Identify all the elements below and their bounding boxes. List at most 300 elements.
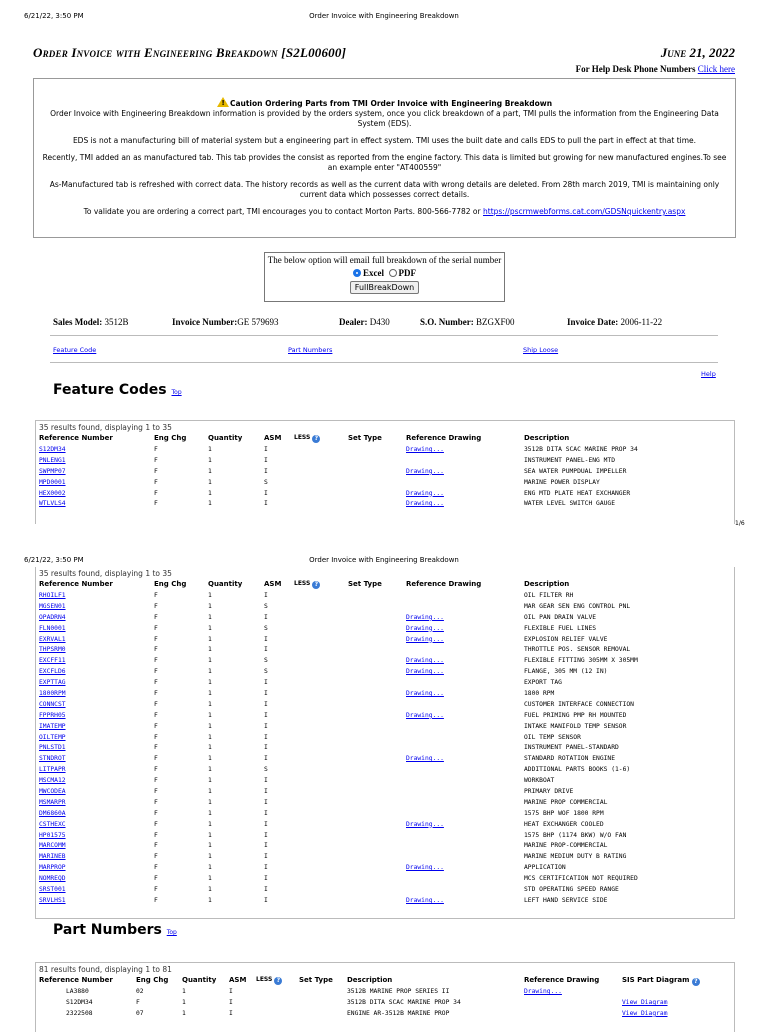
col-quantity: Quantity (182, 976, 217, 984)
reference-number-link[interactable]: EXRVAL1 (39, 635, 66, 643)
reference-number-link[interactable]: CONNCST (39, 700, 66, 708)
asm-cell: I (264, 842, 268, 850)
asm-cell: I (264, 722, 268, 730)
col-eng-chg: Eng Chg (154, 580, 187, 588)
asm-cell: I (229, 998, 233, 1006)
table-row (36, 592, 734, 603)
sales-model-label: Sales Model: (53, 317, 103, 327)
description-cell: EXPORT TAG (524, 679, 562, 687)
asm-cell: S (264, 657, 268, 665)
reference-number-cell: S12DM34 (66, 998, 93, 1006)
eng-chg-cell: F (154, 668, 158, 676)
invoice-number: GE 579693 (237, 317, 279, 327)
print-title-2: Order Invoice with Engineering Breakdown (309, 556, 459, 564)
drawing-link[interactable]: Drawing... (406, 864, 444, 872)
quantity-cell: 1 (208, 646, 212, 654)
description-cell: MCS CERTIFICATION NOT REQUIRED (524, 875, 638, 883)
reference-number-link[interactable]: MARCOMM (39, 842, 66, 850)
drawing-link[interactable]: Drawing... (406, 711, 444, 719)
eng-chg-cell: F (154, 624, 158, 632)
table-row (36, 842, 734, 853)
description-cell: 3512B DITA SCAC MARINE PROP 34 (347, 998, 461, 1006)
table-row (36, 490, 734, 501)
sales-model: 3512B (104, 317, 129, 327)
table-row (36, 625, 734, 636)
reference-number-link[interactable]: LITPAPR (39, 766, 66, 774)
description-cell: FLEXIBLE FITTING 305MM X 305MM (524, 657, 638, 665)
reference-number-link[interactable]: MPD0001 (39, 478, 66, 486)
reference-number-link[interactable]: RHOILF1 (39, 592, 66, 599)
asm-cell: I (264, 646, 268, 654)
eng-chg-cell: F (154, 722, 158, 730)
asm-cell: I (264, 896, 268, 904)
col-reference-drawing: Reference Drawing (524, 976, 600, 984)
asm-cell: I (264, 679, 268, 687)
table-row (36, 744, 734, 755)
drawing-link[interactable]: Drawing... (406, 613, 444, 621)
quantity-cell: 1 (208, 711, 212, 719)
page-number: 1/6 (735, 520, 745, 527)
asm-cell: I (229, 1009, 233, 1017)
table-row (36, 810, 734, 821)
caution-p4: As-Manufactured tab is refreshed with correct data. The history records as well as the current data with wrong details are deleted. From 28th march 2019, TMI is maintaining only current data which possesses correct details. (49, 180, 720, 199)
eng-chg-cell: F (154, 602, 158, 610)
helpdesk-text: For Help Desk Phone Numbers (575, 64, 696, 74)
quantity-cell: 1 (208, 853, 212, 861)
description-cell: ADDITIONAL PARTS BOOKS (1-6) (524, 766, 631, 774)
col-set-type: Set Type (348, 434, 382, 442)
eng-chg-cell: F (154, 820, 158, 828)
asm-cell: I (264, 635, 268, 643)
eng-chg-cell: F (154, 478, 158, 486)
eng-chg-cell: F (154, 646, 158, 654)
table-row (36, 468, 734, 479)
print-datetime: 6/21/22, 3:50 PM (24, 12, 84, 20)
eng-chg-cell: F (154, 744, 158, 752)
quantity-cell: 1 (208, 886, 212, 894)
quantity-cell: 1 (208, 777, 212, 785)
page-title: Order Invoice with Engineering Breakdown [S2L00600] (33, 45, 347, 60)
reference-number-link[interactable]: MARPROP (39, 864, 66, 872)
table-row (36, 832, 734, 843)
table-row (36, 446, 734, 457)
description-cell: OIL FILTER RH (524, 592, 574, 599)
reference-number-link[interactable]: PNLENG1 (39, 456, 66, 464)
reference-number-link[interactable]: HEX0002 (39, 489, 66, 497)
asm-cell: I (264, 864, 268, 872)
table-row (36, 853, 734, 864)
table-row (36, 457, 734, 468)
eng-chg-cell: F (154, 700, 158, 708)
drawing-link[interactable]: Drawing... (406, 755, 444, 763)
table-body (36, 446, 734, 511)
asm-cell: I (264, 831, 268, 839)
col-asm: ASM (264, 580, 282, 588)
caution-p1: Order Invoice with Engineering Breakdown information is provided by the orders system, once you click breakdown of a part, TMI pulls the information from the Engineering Data System (EDS). (50, 109, 719, 128)
help-icon[interactable]: ? (274, 977, 282, 985)
description-cell: INSTRUMENT PANEL-STANDARD (524, 744, 619, 752)
description-cell: APPLICATION (524, 864, 566, 872)
drawing-link[interactable]: Drawing... (406, 896, 444, 904)
asm-cell: S (264, 668, 268, 676)
col-reference-drawing: Reference Drawing (406, 434, 482, 442)
eng-chg-cell: F (154, 500, 158, 508)
full-breakdown-button[interactable]: FullBreakDown (350, 281, 419, 294)
reference-number-link[interactable]: HP01575 (39, 831, 66, 839)
drawing-link[interactable]: Drawing... (406, 500, 444, 508)
eng-chg-cell: F (154, 896, 158, 904)
col-set-type: Set Type (348, 580, 382, 588)
description-cell: MARINE PROP COMMERCIAL (524, 798, 608, 806)
description-cell: INSTRUMENT PANEL-ENG MTD (524, 456, 615, 464)
eng-chg-cell: F (154, 864, 158, 872)
asm-cell: I (264, 788, 268, 796)
caution-box (33, 78, 736, 238)
reference-number-link[interactable]: FPPRH05 (39, 711, 66, 719)
quantity-cell: 1 (208, 788, 212, 796)
nav-feature-code[interactable]: Feature Code (53, 346, 97, 354)
col-quantity: Quantity (208, 580, 243, 588)
caution-p2: EDS is not a manufacturing bill of material system but a engineering part in effect system. TMI uses the built date and calls EDS to pull the part in effect at that time. (72, 136, 697, 145)
description-cell: MARINE POWER DISPLAY (524, 478, 600, 486)
nav-ship-loose[interactable]: Ship Loose (523, 346, 559, 354)
excel-label: Excel (363, 268, 384, 278)
reference-number-link[interactable]: PNLSTD1 (39, 744, 66, 752)
description-cell: 1575 BHP WOF 1800 RPM (524, 809, 604, 817)
asm-cell: I (264, 700, 268, 708)
description-cell: OIL PAN DRAIN VALVE (524, 613, 597, 621)
invoice-date: 2006-11-22 (620, 317, 663, 327)
quantity-cell: 1 (208, 744, 212, 752)
table-row (36, 755, 734, 766)
col-asm: ASM (229, 976, 247, 984)
eng-chg-cell: F (154, 766, 158, 774)
helpdesk-link[interactable]: Click here (697, 64, 735, 74)
quantity-cell: 1 (208, 467, 212, 475)
description-cell: STANDARD ROTATION ENGINE (524, 755, 615, 763)
table-row (36, 479, 734, 490)
part-numbers-title: Part Numbers (53, 922, 162, 938)
col-description: Description (347, 976, 393, 984)
col-asm: ASM (264, 434, 282, 442)
quantity-cell: 1 (208, 446, 212, 453)
table-header-2 (36, 580, 734, 592)
pdf-radio[interactable] (389, 269, 397, 277)
invoice-date-label: Invoice Date: (567, 317, 619, 327)
description-cell: CUSTOMER INTERFACE CONNECTION (524, 700, 634, 708)
asm-cell: I (264, 755, 268, 763)
quantity-cell: 1 (208, 875, 212, 883)
eng-chg-cell: F (154, 657, 158, 665)
description-cell: INTAKE MANIFOLD TEMP SENSOR (524, 722, 627, 730)
drawing-link[interactable]: Drawing... (406, 489, 444, 497)
description-cell: WATER LEVEL SWITCH GAUGE (524, 500, 615, 508)
quantity-cell: 1 (208, 820, 212, 828)
reference-number-link[interactable]: OILTEMP (39, 733, 66, 741)
eng-chg-cell: F (154, 635, 158, 643)
reference-number-link[interactable]: MWCODEA (39, 788, 66, 796)
part-numbers-table (35, 962, 735, 1032)
table-row (36, 712, 734, 723)
caution-title: Caution Ordering Parts from TMI Order Invoice with Engineering Breakdown (229, 99, 553, 108)
asm-cell: I (264, 777, 268, 785)
print-title: Order Invoice with Engineering Breakdown (309, 12, 459, 20)
help-link[interactable]: Help (701, 370, 716, 378)
description-cell: LEFT HAND SERVICE SIDE (524, 896, 608, 904)
col-less: LESS ? (256, 976, 282, 985)
reference-number-cell: LA3880 (66, 988, 89, 995)
quantity-cell: 1 (208, 809, 212, 817)
eng-chg-cell: F (154, 777, 158, 785)
drawing-link[interactable]: Drawing... (406, 635, 444, 643)
description-cell: OIL TEMP SENSOR (524, 733, 581, 741)
table-row (36, 864, 734, 875)
drawing-link[interactable]: Drawing... (406, 668, 444, 676)
description-cell: SEA WATER PUMPDUAL IMPELLER (524, 467, 627, 475)
description-cell: 3512B MARINE PROP SERIES II (347, 988, 450, 995)
table-row (36, 603, 734, 614)
quantity-cell: 1 (208, 766, 212, 774)
eng-chg-cell: F (154, 831, 158, 839)
asm-cell: S (264, 602, 268, 610)
quantity-cell: 1 (208, 489, 212, 497)
caution-p5: To validate you are ordering a correct part, TMI encourages you to contact Morton Parts. 800-566-7782 or (83, 207, 481, 216)
asm-cell: I (264, 853, 268, 861)
quantity-cell: 1 (182, 998, 186, 1006)
table-row (36, 799, 734, 810)
asm-cell: I (264, 500, 268, 508)
eng-chg-cell: F (154, 755, 158, 763)
drawing-link[interactable]: Drawing... (406, 446, 444, 453)
drawing-link[interactable]: Drawing... (406, 657, 444, 665)
col-less: LESS ? (294, 434, 320, 443)
print-datetime-2: 6/21/22, 3:50 PM (24, 556, 84, 564)
reference-number-link[interactable]: EXCFF11 (39, 657, 66, 665)
eng-chg-cell: F (154, 690, 158, 698)
description-cell: EXPLOSION RELIEF VALVE (524, 635, 608, 643)
feature-codes-table-cont (35, 567, 735, 919)
quantity-cell: 1 (208, 613, 212, 621)
description-cell: FLANGE, 305 MM (12 IN) (524, 668, 608, 676)
table-row (36, 999, 734, 1010)
dealer: D430 (369, 317, 390, 327)
feature-codes-top-link[interactable]: Top (171, 389, 182, 396)
reference-number-link[interactable]: SRST001 (39, 886, 66, 894)
quantity-cell: 1 (208, 831, 212, 839)
asm-cell: S (264, 478, 268, 486)
table-row (36, 897, 734, 908)
quantity-cell: 1 (182, 988, 186, 995)
helpdesk (576, 64, 735, 74)
page-date: June 21, 2022 (660, 45, 735, 60)
asm-cell: I (264, 809, 268, 817)
quantity-cell: 1 (208, 700, 212, 708)
reference-number-link[interactable]: DM6860A (39, 809, 66, 817)
help-icon[interactable]: ? (692, 978, 700, 986)
table-row (36, 636, 734, 647)
excel-radio[interactable] (353, 269, 361, 277)
drawing-link[interactable]: Drawing... (406, 820, 444, 828)
table-body-2 (36, 592, 734, 908)
asm-cell: I (264, 820, 268, 828)
table-row (36, 679, 734, 690)
table-row (36, 734, 734, 745)
quantity-cell: 1 (208, 478, 212, 486)
part-numbers-top-link[interactable]: Top (166, 929, 177, 936)
gds-link[interactable]: https://pscrmwebforms.cat.com/GDSNquickentry.aspx (483, 207, 686, 216)
description-cell: THROTTLE POS. SENSOR REMOVAL (524, 646, 631, 654)
quantity-cell: 1 (208, 798, 212, 806)
reference-number-link[interactable]: MARINEB (39, 853, 66, 861)
reference-number-link[interactable]: NOMREQD (39, 875, 66, 883)
quantity-cell: 1 (208, 624, 212, 632)
asm-cell: I (264, 613, 268, 621)
col-reference-drawing: Reference Drawing (406, 580, 482, 588)
quantity-cell: 1 (208, 722, 212, 730)
table-row (36, 1010, 734, 1021)
help-icon[interactable]: ? (312, 435, 320, 443)
asm-cell: I (264, 798, 268, 806)
feature-codes-title: Feature Codes (53, 382, 167, 398)
quantity-cell: 1 (208, 592, 212, 599)
quantity-cell: 1 (208, 500, 212, 508)
asm-cell: I (264, 886, 268, 894)
table-row (36, 886, 734, 897)
description-cell: MARINE MEDIUM DUTY B RATING (524, 853, 627, 861)
eng-chg-cell: 02 (136, 988, 144, 995)
eng-chg-cell: F (154, 679, 158, 687)
eng-chg-cell: F (154, 875, 158, 883)
quantity-cell: 1 (208, 456, 212, 464)
asm-cell: I (264, 592, 268, 599)
table-row (36, 701, 734, 712)
asm-cell: I (264, 690, 268, 698)
reference-number-link[interactable]: STNDROT (39, 755, 66, 763)
eng-chg-cell: F (154, 798, 158, 806)
reference-number-link[interactable]: MGSEN01 (39, 602, 66, 610)
drawing-link[interactable]: Drawing... (406, 624, 444, 632)
section-nav (50, 335, 718, 363)
asm-cell: I (264, 744, 268, 752)
pdf-label: PDF (398, 268, 416, 278)
table-header (36, 434, 734, 446)
part-numbers-heading (53, 922, 177, 938)
col-description: Description (524, 580, 570, 588)
asm-cell: I (264, 456, 268, 464)
pn-table-body (36, 988, 734, 1021)
quantity-cell: 1 (208, 657, 212, 665)
eng-chg-cell: 07 (136, 1009, 144, 1017)
asm-cell: I (264, 711, 268, 719)
view-diagram-link[interactable]: View Diagram (622, 998, 668, 1006)
feature-codes-table (35, 420, 735, 524)
results-count-2: 35 results found, displaying 1 to 35 (39, 569, 172, 578)
help-icon[interactable]: ? (312, 581, 320, 589)
reference-number-link[interactable]: IMATEMP (39, 722, 66, 730)
reference-number-link[interactable]: S12DM34 (39, 446, 66, 453)
so-number: BZGXF00 (476, 317, 515, 327)
col-description: Description (524, 434, 570, 442)
table-row (36, 668, 734, 679)
pn-results-count: 81 results found, displaying 1 to 81 (39, 965, 172, 974)
table-row (36, 723, 734, 734)
reference-number-link[interactable]: SWPMP07 (39, 467, 66, 475)
reference-number-link[interactable]: 1800RPM (39, 690, 66, 698)
reference-number-link[interactable]: THPSRM0 (39, 646, 66, 654)
eng-chg-cell: F (154, 809, 158, 817)
col-set-type: Set Type (299, 976, 333, 984)
quantity-cell: 1 (208, 668, 212, 676)
reference-number-link[interactable]: MSMARPR (39, 798, 66, 806)
reference-number-link[interactable]: MSCMA12 (39, 777, 66, 785)
pn-table-header (36, 976, 734, 988)
quantity-cell: 1 (208, 755, 212, 763)
eng-chg-cell: F (136, 998, 140, 1006)
description-cell: MARINE PROP-COMMERCIAL (524, 842, 608, 850)
dealer-label: Dealer: (339, 317, 368, 327)
description-cell: MAR GEAR SEN ENG CONTROL PNL (524, 602, 631, 610)
quantity-cell: 1 (208, 679, 212, 687)
eng-chg-cell: F (154, 711, 158, 719)
description-cell: WORKBOAT (524, 777, 555, 785)
eng-chg-cell: F (154, 592, 158, 599)
eng-chg-cell: F (154, 456, 158, 464)
description-cell: ENG MTD PLATE HEAT EXCHANGER (524, 489, 631, 497)
reference-number-link[interactable]: WTLVLS4 (39, 500, 66, 508)
reference-number-link[interactable]: SRVLHS1 (39, 896, 66, 904)
reference-number-link[interactable]: CSTHEXC (39, 820, 66, 828)
description-cell: ENGINE AR-3512B MARINE PROP (347, 1009, 450, 1017)
col-sis-part-diagram: SIS Part Diagram ? (622, 976, 700, 986)
drawing-link[interactable]: Drawing... (406, 467, 444, 475)
quantity-cell: 1 (208, 690, 212, 698)
nav-part-numbers[interactable]: Part Numbers (288, 346, 333, 354)
table-row (36, 614, 734, 625)
description-cell: STD OPERATING SPEED RANGE (524, 886, 619, 894)
eng-chg-cell: F (154, 842, 158, 850)
drawing-link[interactable]: Drawing... (524, 988, 562, 995)
table-row (36, 657, 734, 668)
col-reference-number: Reference Number (39, 434, 113, 442)
description-cell: 1575 BHP (1174 BKW) W/O FAN (524, 831, 627, 839)
quantity-cell: 1 (182, 1009, 186, 1017)
caution-p3: Recently, TMI added an as manufactured tab. This tab provides the consist as reported from the engine factory. This data is limited but growing for new manufactured engines.To see an example enter "AT400559" (42, 153, 727, 172)
table-row (36, 500, 734, 511)
description-cell: FUEL PRIMING PMP RH MOUNTED (524, 711, 627, 719)
asm-cell: I (264, 875, 268, 883)
col-quantity: Quantity (208, 434, 243, 442)
asm-cell: S (264, 624, 268, 632)
col-eng-chg: Eng Chg (136, 976, 169, 984)
quantity-cell: 1 (208, 896, 212, 904)
reference-number-link[interactable]: OPADRN4 (39, 613, 66, 621)
results-count: 35 results found, displaying 1 to 35 (39, 423, 172, 432)
reference-number-link[interactable]: EXPTTAG (39, 679, 66, 687)
asm-cell: S (264, 766, 268, 774)
drawing-link[interactable]: Drawing... (406, 690, 444, 698)
reference-number-link[interactable]: FLN0001 (39, 624, 66, 632)
asm-cell: I (229, 988, 233, 995)
eng-chg-cell: F (154, 467, 158, 475)
description-cell: HEAT EXCHANGER COOLED (524, 820, 604, 828)
eng-chg-cell: F (154, 446, 158, 453)
eng-chg-cell: F (154, 489, 158, 497)
reference-number-cell: 2322508 (66, 1009, 93, 1017)
quantity-cell: 1 (208, 733, 212, 741)
view-diagram-link[interactable]: View Diagram (622, 1009, 668, 1017)
quantity-cell: 1 (208, 842, 212, 850)
reference-number-link[interactable]: EXCFLD6 (39, 668, 66, 676)
